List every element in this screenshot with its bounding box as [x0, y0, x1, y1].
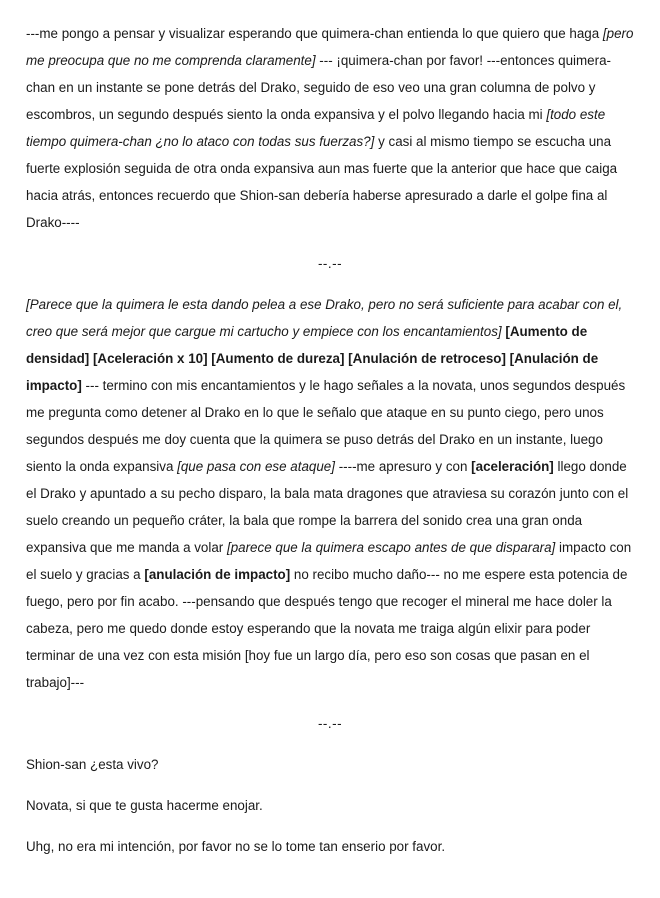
dialog-line-3: Uhg, no era mi intención, por favor no se lo tome tan enserio por favor.	[26, 839, 446, 854]
para2-segment-text: impacto con el suelo y gracias a	[26, 540, 632, 582]
para2-segment-text: llego donde el Drako y apuntado a su pecho disparo, la bala mata dragones que atraviesa su corazón junto con el suelo creando un pequeño cráter, la bala que rompe la barrera del sonido crea una gran onda expansiva que me manda a volar	[26, 459, 629, 555]
para2-segment-thought: [que pasa con ese ataque]	[177, 459, 335, 474]
para1-segment-thought: [todo este tiempo quimera-chan ¿no lo ataco con todas sus fuerzas?]	[26, 107, 606, 149]
dialog-line-2: Novata, si que te gusta hacerme enojar.	[26, 798, 263, 813]
paragraph-2	[26, 291, 634, 696]
para1-segment-text: --- ¡quimera-chan por favor! ---entonces quimera-chan en un instante se pone detrás del Drako, seguido de eso veo una gran columna de polvo y escombros, un segundo después siento la onda expansiva y el polvo llegando hacia mi	[26, 53, 611, 122]
para2-segment-text: ----me apresuro y con	[334, 459, 472, 474]
scene-separator-2: --.--	[317, 716, 343, 731]
para2-segment-spell: [anulación de impacto]	[144, 567, 291, 582]
para2-segment-text: no recibo mucho daño--- no me espere esta potencia de fuego, pero por fin acabo. ---pensando que después tengo que recoger el mineral me hace doler la cabeza, pero me quedo donde estoy esperando que la novata me traiga algún elixir para poder terminar de una vez con esta misión [hoy fue un largo día, pero eso son cosas que pasan en el trabajo]---	[26, 567, 628, 690]
scene-separator-1: --.--	[317, 256, 343, 271]
para1-segment-text: ---me pongo a pensar y visualizar esperando que quimera-chan entienda lo que quiero que haga	[26, 26, 603, 41]
para1-segment-thought: [pero me preocupa que no me comprenda claramente]	[26, 26, 634, 68]
para1-segment-text: y casi al mismo tiempo se escucha una fuerte explosión seguida de otra onda expansiva aun mas fuerte que la anterior que hace que caiga hacia atrás, entonces recuerdo que Shion-san debería haberse apresurado a darle el golpe fina al Drako----	[26, 134, 618, 230]
para2-segment-text: --- termino con mis encantamientos y le hago señales a la novata, unos segundos después me pregunta como detener al Drako en lo que le señalo que ataque en su punto ciego, pero unos segundos después me doy cuenta que la quimera se puso detrás del Drako en un instante, luego siento la onda expansiva	[26, 378, 626, 474]
dialog-line-1: Shion-san ¿esta vivo?	[26, 757, 159, 772]
para2-segment-spell: [aceleración]	[471, 459, 554, 474]
para2-segment-thought: [parece que la quimera escapo antes de que disparara]	[226, 540, 556, 555]
paragraph-1	[26, 20, 634, 236]
para2-segment-spell: [Aumento de densidad] [Aceleración x 10] [Aumento de dureza] [Anulación de retroceso] [Anulación de impacto]	[26, 324, 599, 393]
para2-segment-thought: [Parece que la quimera le esta dando pelea a ese Drako, pero no será suficiente para acabar con el, creo que será mejor que cargue mi cartucho y empiece con los encantamientos]	[26, 297, 623, 339]
